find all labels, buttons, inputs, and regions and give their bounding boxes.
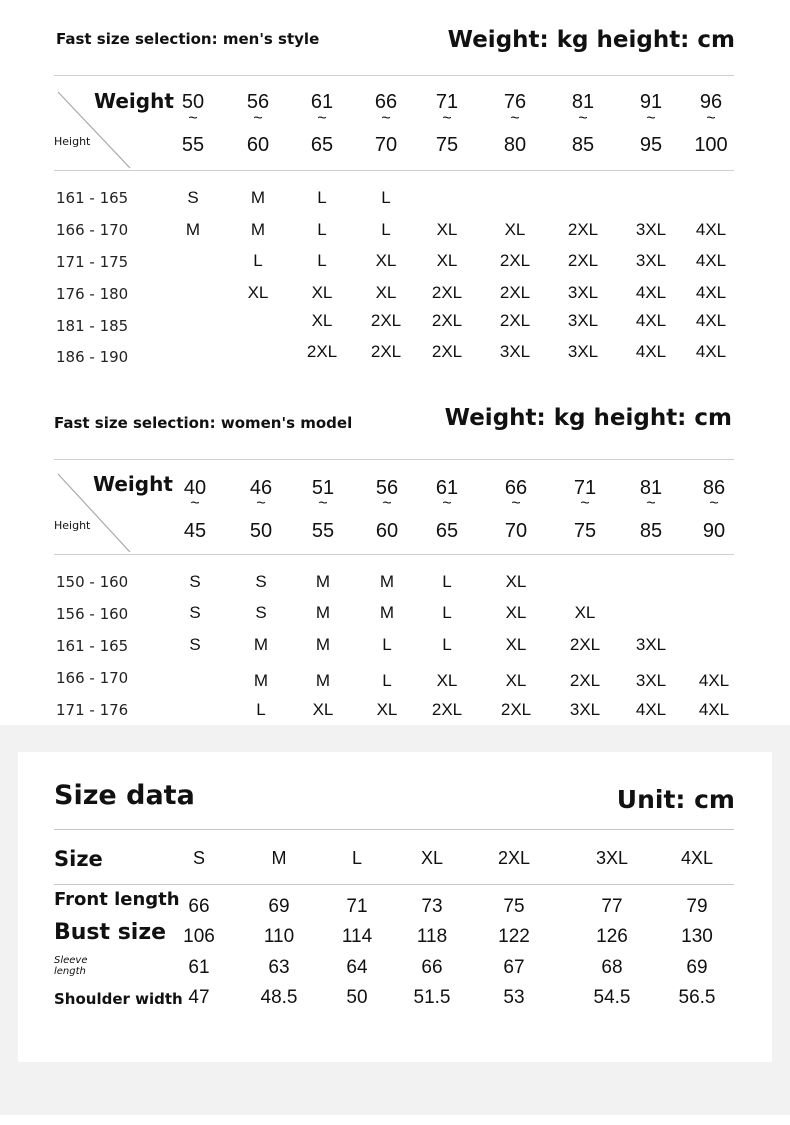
- women-weight-header: Weight: [93, 472, 173, 496]
- men-chart-title: Fast size selection: men's style: [56, 30, 320, 48]
- men-weight-low: 96: [699, 91, 723, 113]
- men-weight-high: 55: [181, 134, 205, 156]
- men-size-cell: L: [317, 220, 327, 239]
- men-size-cell: 2XL: [431, 283, 463, 302]
- size-column-header: XL: [420, 848, 444, 868]
- women-height-header: Height: [54, 519, 91, 532]
- women-weight-high: 65: [435, 520, 459, 542]
- women-size-cell: M: [315, 603, 331, 622]
- women-size-cell: S: [255, 572, 267, 591]
- men-weight-tilde: ~: [253, 110, 263, 127]
- men-weight-low: 91: [639, 91, 663, 113]
- bust-size-label: Bust size: [54, 920, 167, 945]
- men-weight-high: 100: [694, 134, 728, 156]
- men-size-cell: 3XL: [567, 311, 599, 330]
- men-size-cell: 2XL: [431, 311, 463, 330]
- front-length-label: Front length: [54, 889, 180, 910]
- men-size-cell: 4XL: [695, 311, 727, 330]
- men-size-cell: 2XL: [499, 283, 531, 302]
- men-size-cell: 4XL: [695, 283, 727, 302]
- men-size-cell: 4XL: [635, 311, 667, 330]
- women-weight-tilde: ~: [318, 495, 328, 512]
- men-header-bottom-rule: [54, 170, 734, 171]
- men-size-cell: M: [250, 220, 266, 239]
- women-header-top-rule: [54, 459, 734, 460]
- women-size-cell: L: [442, 603, 452, 622]
- men-size-cell: L: [381, 188, 391, 207]
- women-size-cell: XL: [574, 603, 596, 622]
- women-header-bottom-rule: [54, 554, 734, 555]
- women-weight-low: 40: [183, 477, 207, 499]
- men-weight-low: 56: [246, 91, 270, 113]
- men-weight-low: 81: [571, 91, 595, 113]
- men-height-range: 171 - 175: [56, 253, 129, 271]
- men-size-cell: 4XL: [695, 251, 727, 270]
- measurement-value: 77: [601, 896, 623, 917]
- men-weight-low: 76: [503, 91, 527, 113]
- women-size-cell: 3XL: [635, 635, 667, 654]
- men-size-cell: 4XL: [635, 342, 667, 361]
- measurement-value: 66: [188, 896, 210, 917]
- women-weight-low: 66: [504, 477, 528, 499]
- women-size-cell: 4XL: [698, 700, 730, 719]
- men-weight-high: 75: [435, 134, 459, 156]
- women-size-cell: M: [253, 635, 269, 654]
- men-size-cell: 2XL: [499, 311, 531, 330]
- men-size-cell: XL: [311, 311, 333, 330]
- size-column-header: S: [192, 848, 205, 868]
- women-size-cell: S: [189, 572, 201, 591]
- women-size-cell: L: [442, 635, 452, 654]
- men-size-cell: 3XL: [499, 342, 531, 361]
- men-weight-low: 66: [374, 91, 398, 113]
- measurement-value: 118: [416, 926, 448, 947]
- women-weight-high: 45: [183, 520, 207, 542]
- women-height-range: 171 - 176: [56, 701, 129, 719]
- women-weight-tilde: ~: [580, 495, 590, 512]
- men-weight-tilde: ~: [317, 110, 327, 127]
- women-size-cell: 2XL: [569, 635, 601, 654]
- men-height-range: 186 - 190: [56, 348, 129, 366]
- women-weight-high: 75: [573, 520, 597, 542]
- men-weight-high: 60: [246, 134, 270, 156]
- size-column-header: M: [271, 848, 287, 868]
- women-size-cell: XL: [376, 700, 398, 719]
- men-header-top-rule: [54, 75, 734, 76]
- measurement-value: 64: [346, 957, 368, 978]
- women-size-cell: 4XL: [698, 671, 730, 690]
- women-chart-title: Fast size selection: women's model: [54, 414, 353, 432]
- women-size-cell: 2XL: [500, 700, 532, 719]
- men-size-cell: 3XL: [635, 251, 667, 270]
- measurement-value: 63: [268, 957, 290, 978]
- women-weight-low: 56: [375, 477, 399, 499]
- women-weight-tilde: ~: [190, 495, 200, 512]
- measurement-value: 73: [421, 896, 443, 917]
- men-weight-high: 85: [571, 134, 595, 156]
- men-size-cell: S: [187, 188, 199, 207]
- size-column-header: 4XL: [680, 848, 714, 868]
- men-size-cell: L: [317, 251, 327, 270]
- measurement-value: 69: [686, 957, 708, 978]
- size-column-header: 2XL: [497, 848, 531, 868]
- men-weight-tilde: ~: [706, 110, 716, 127]
- women-size-cell: XL: [505, 572, 527, 591]
- women-size-cell: XL: [505, 635, 527, 654]
- women-height-range: 150 - 160: [56, 573, 129, 591]
- men-size-cell: XL: [247, 283, 269, 302]
- measurement-value: 61: [188, 957, 210, 978]
- men-size-cell: XL: [311, 283, 333, 302]
- women-weight-low: 71: [573, 477, 597, 499]
- women-weight-high: 50: [249, 520, 273, 542]
- measurement-value: 48.5: [260, 987, 298, 1008]
- women-weight-low: 51: [311, 477, 335, 499]
- measurement-value: 122: [498, 926, 530, 947]
- men-size-cell: 2XL: [431, 342, 463, 361]
- women-weight-tilde: ~: [511, 495, 521, 512]
- women-height-range: 161 - 165: [56, 637, 129, 655]
- women-size-cell: XL: [505, 603, 527, 622]
- men-size-cell: XL: [375, 251, 397, 270]
- women-size-cell: M: [315, 572, 331, 591]
- women-size-cell: S: [189, 635, 201, 654]
- women-size-cell: M: [379, 572, 395, 591]
- measurement-value: 56.5: [678, 987, 716, 1008]
- men-size-cell: L: [317, 188, 327, 207]
- measurement-value: 69: [268, 896, 290, 917]
- men-weight-low: 71: [435, 91, 459, 113]
- women-units-label: Weight: kg height: cm: [444, 405, 732, 431]
- measurement-value: 66: [421, 957, 443, 978]
- women-weight-high: 55: [311, 520, 335, 542]
- women-size-cell: 3XL: [635, 671, 667, 690]
- size-column-header: 3XL: [595, 848, 629, 868]
- measurement-value: 71: [346, 896, 368, 917]
- women-weight-tilde: ~: [646, 495, 656, 512]
- women-size-cell: 2XL: [569, 671, 601, 690]
- men-size-cell: XL: [436, 220, 458, 239]
- men-size-cell: 2XL: [370, 311, 402, 330]
- women-height-range: 166 - 170: [56, 669, 129, 687]
- men-size-cell: 2XL: [370, 342, 402, 361]
- women-size-cell: 3XL: [569, 700, 601, 719]
- men-size-cell: 4XL: [695, 342, 727, 361]
- women-size-cell: L: [382, 671, 392, 690]
- measurement-value: 68: [601, 957, 623, 978]
- women-weight-tilde: ~: [442, 495, 452, 512]
- women-weight-high: 85: [639, 520, 663, 542]
- women-size-cell: M: [315, 635, 331, 654]
- men-size-cell: 2XL: [306, 342, 338, 361]
- measurement-value: 51.5: [413, 987, 451, 1008]
- women-size-cell: XL: [312, 700, 334, 719]
- women-size-cell: S: [189, 603, 201, 622]
- women-size-cell: 4XL: [635, 700, 667, 719]
- measurement-value: 110: [263, 926, 295, 947]
- women-weight-low: 86: [702, 477, 726, 499]
- men-weight-tilde: ~: [442, 110, 452, 127]
- men-size-cell: M: [185, 220, 201, 239]
- women-weight-high: 70: [504, 520, 528, 542]
- size-data-header-rule: [54, 884, 734, 885]
- men-size-cell: 3XL: [635, 220, 667, 239]
- men-size-cell: XL: [436, 251, 458, 270]
- women-size-cell: L: [442, 572, 452, 591]
- men-height-range: 176 - 180: [56, 285, 129, 303]
- women-size-cell: L: [256, 700, 266, 719]
- women-weight-tilde: ~: [382, 495, 392, 512]
- men-size-cell: XL: [504, 220, 526, 239]
- measurement-value: 130: [681, 926, 713, 947]
- men-weight-tilde: ~: [510, 110, 520, 127]
- women-weight-high: 90: [702, 520, 726, 542]
- men-weight-high: 80: [503, 134, 527, 156]
- women-weight-high: 60: [375, 520, 399, 542]
- women-size-cell: 2XL: [431, 700, 463, 719]
- men-size-cell: 4XL: [635, 283, 667, 302]
- size-data-top-rule: [54, 829, 734, 830]
- men-size-cell: 3XL: [567, 283, 599, 302]
- measurement-value: 75: [503, 896, 525, 917]
- size-data-unit: Unit: cm: [616, 785, 735, 814]
- men-weight-high: 95: [639, 134, 663, 156]
- women-height-range: 156 - 160: [56, 605, 129, 623]
- men-height-header: Height: [54, 135, 91, 148]
- women-size-cell: XL: [505, 671, 527, 690]
- measurement-value: 50: [346, 987, 368, 1008]
- women-size-cell: S: [255, 603, 267, 622]
- women-weight-low: 61: [435, 477, 459, 499]
- men-weight-high: 70: [374, 134, 398, 156]
- men-weight-tilde: ~: [188, 110, 198, 127]
- men-size-cell: XL: [375, 283, 397, 302]
- women-size-cell: L: [382, 635, 392, 654]
- women-weight-low: 46: [249, 477, 273, 499]
- size-column-header: L: [351, 848, 362, 868]
- women-weight-tilde: ~: [256, 495, 266, 512]
- men-units-label: Weight: kg height: cm: [447, 27, 735, 53]
- men-height-range: 166 - 170: [56, 221, 129, 239]
- women-size-cell: XL: [436, 671, 458, 690]
- men-size-cell: M: [250, 188, 266, 207]
- size-data-title: Size data: [54, 780, 195, 811]
- women-weight-low: 81: [639, 477, 663, 499]
- men-weight-tilde: ~: [578, 110, 588, 127]
- men-size-cell: L: [381, 220, 391, 239]
- measurement-value: 126: [596, 926, 628, 947]
- men-weight-low: 50: [181, 91, 205, 113]
- men-size-cell: L: [253, 251, 263, 270]
- men-weight-low: 61: [310, 91, 334, 113]
- sleeve-length-label-line1: Sleeve: [54, 955, 88, 966]
- measurement-value: 106: [183, 926, 215, 947]
- men-height-range: 181 - 185: [56, 317, 129, 335]
- measurement-value: 53: [503, 987, 525, 1008]
- men-height-range: 161 - 165: [56, 189, 129, 207]
- women-weight-tilde: ~: [709, 495, 719, 512]
- measurement-value: 67: [503, 957, 525, 978]
- women-size-cell: M: [253, 671, 269, 690]
- men-size-cell: 4XL: [695, 220, 727, 239]
- men-weight-header: Weight: [94, 89, 174, 113]
- size-header-label: Size: [54, 847, 103, 871]
- measurement-value: 114: [341, 926, 373, 947]
- men-size-cell: 3XL: [567, 342, 599, 361]
- sleeve-length-label-line2: length: [54, 966, 86, 977]
- men-weight-tilde: ~: [646, 110, 656, 127]
- measurement-value: 79: [686, 896, 708, 917]
- measurement-value: 47: [188, 987, 210, 1008]
- men-weight-high: 65: [310, 134, 334, 156]
- sleeve-length-label: [54, 955, 88, 977]
- men-size-cell: 2XL: [567, 220, 599, 239]
- women-size-cell: M: [379, 603, 395, 622]
- men-size-cell: 2XL: [499, 251, 531, 270]
- men-weight-tilde: ~: [381, 110, 391, 127]
- shoulder-width-label: Shoulder width: [54, 990, 183, 1008]
- measurement-value: 54.5: [593, 987, 631, 1008]
- women-size-cell: M: [315, 671, 331, 690]
- men-size-cell: 2XL: [567, 251, 599, 270]
